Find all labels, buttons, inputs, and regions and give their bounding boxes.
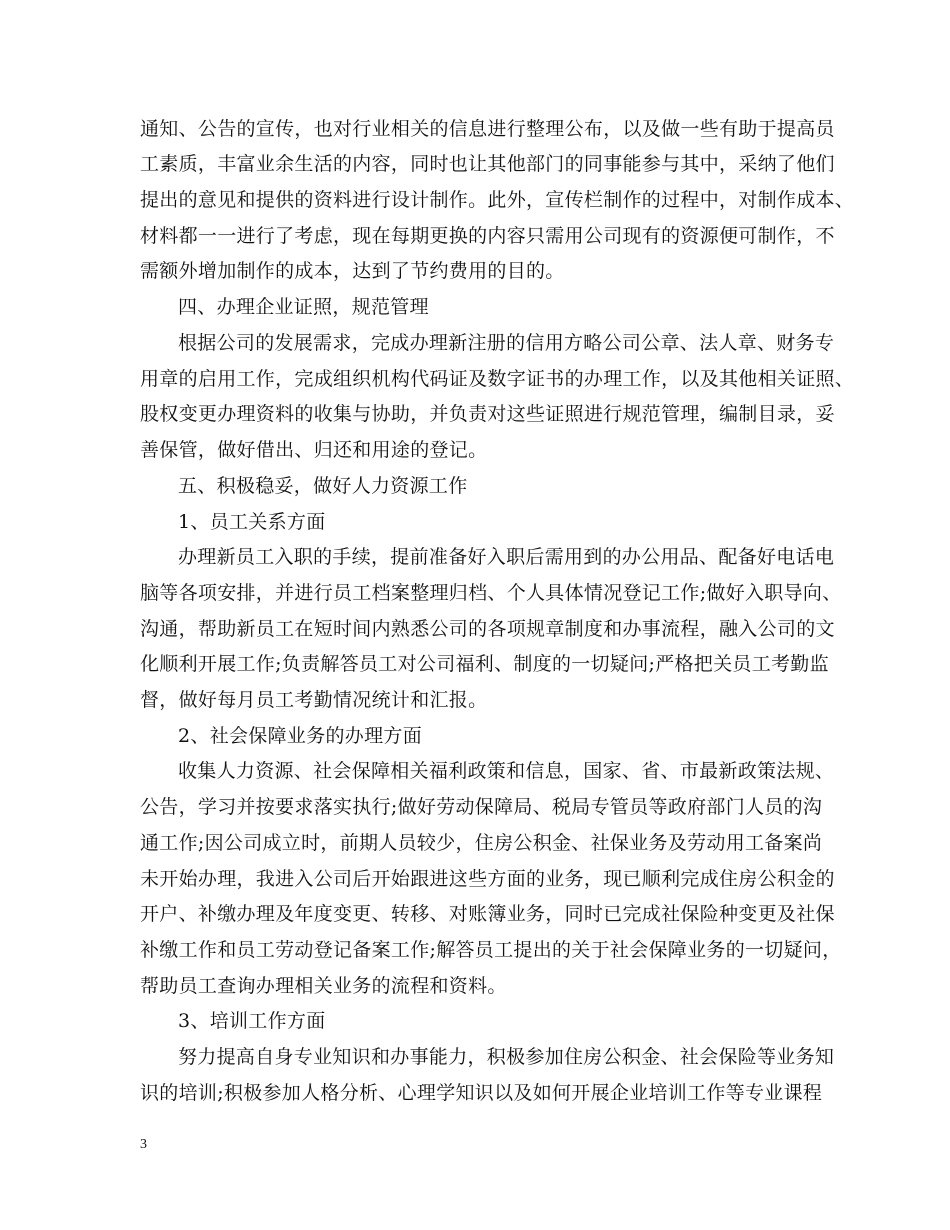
subsection-heading: 1、员工关系方面 xyxy=(178,511,326,533)
body-text-line: 材料都一一进行了考虑，现在每期更换的内容只需用公司现有的资源便可制作，不 xyxy=(140,225,835,247)
body-text-line: 督，做好每月员工考勤情况统计和汇报。 xyxy=(140,689,488,711)
paragraph-first-line: 根据公司的发展需求，完成办理新注册的信用方略公司公章、法人章、财务专 xyxy=(178,332,835,354)
body-text-line: 善保管，做好借出、归还和用途的登记。 xyxy=(140,439,488,461)
subsection-heading: 2、社会保障业务的办理方面 xyxy=(178,725,422,747)
body-text-line: 化顺利开展工作;负责解答员工对公司福利、制度的一切疑问;严格把关员工考勤监 xyxy=(140,653,829,675)
paragraph-first-line: 办理新员工入职的手续，提前准备好入职后需用到的办公用品、配备好电话电 xyxy=(178,546,835,568)
section-heading: 五、积极稳妥，做好人力资源工作 xyxy=(178,475,468,497)
body-text-line: 沟通，帮助新员工在短时间内熟悉公司的各项规章制度和办事流程，融入公司的文 xyxy=(140,618,835,640)
body-text-line: 用章的启用工作，完成组织机构代码证及数字证书的办理工作，以及其他相关证照、 xyxy=(140,368,855,390)
body-text-line: 识的培训;积极参加人格分析、心理学知识以及如何开展企业培训工作等专业课程 xyxy=(140,1082,823,1104)
body-text-line: 公告，学习并按要求落实执行;做好劳动保障局、税局专管员等政府部门人员的沟 xyxy=(140,796,823,818)
body-text-line: 通知、公告的宣传，也对行业相关的信息进行整理公布，以及做一些有助于提高员 xyxy=(140,118,835,140)
body-text-line: 股权变更办理资料的收集与协助，并负责对这些证照进行规范管理，编制目录，妥 xyxy=(140,403,835,425)
body-text-line: 需额外增加制作的成本，达到了节约费用的目的。 xyxy=(140,260,565,282)
paragraph-first-line: 努力提高自身专业知识和办事能力，积极参加住房公积金、社会保险等业务知 xyxy=(178,1046,835,1068)
body-text-line: 通工作;因公司成立时，前期人员较少，住房公积金、社保业务及劳动用工备案尚 xyxy=(140,832,823,854)
body-text-line: 开户、补缴办理及年度变更、转移、对账簿业务，同时已完成社保险种变更及社保 xyxy=(140,903,835,925)
body-text-line: 脑等各项安排，并进行员工档案整理归档、个人具体情况登记工作;做好入职导向、 xyxy=(140,582,842,604)
body-text-line: 提出的意见和提供的资料进行设计制作。此外，宣传栏制作的过程中，对制作成本、 xyxy=(140,189,855,211)
body-text-line: 工素质，丰富业余生活的内容，同时也让其他部门的同事能参与其中，采纳了他们 xyxy=(140,153,835,175)
section-heading: 四、办理企业证照，规范管理 xyxy=(178,296,429,318)
paragraph-first-line: 收集人力资源、社会保障相关福利政策和信息，国家、省、市最新政策法规、 xyxy=(178,760,835,782)
body-text-line: 帮助员工查询办理相关业务的流程和资料。 xyxy=(140,975,507,997)
page-number: 3 xyxy=(140,1137,147,1152)
body-text-line: 补缴工作和员工劳动登记备案工作;解答员工提出的关于社会保障业务的一切疑问， xyxy=(140,939,842,961)
subsection-heading: 3、培训工作方面 xyxy=(178,1010,326,1032)
body-text-line: 未开始办理，我进入公司后开始跟进这些方面的业务，现已顺利完成住房公积金的 xyxy=(140,868,835,890)
